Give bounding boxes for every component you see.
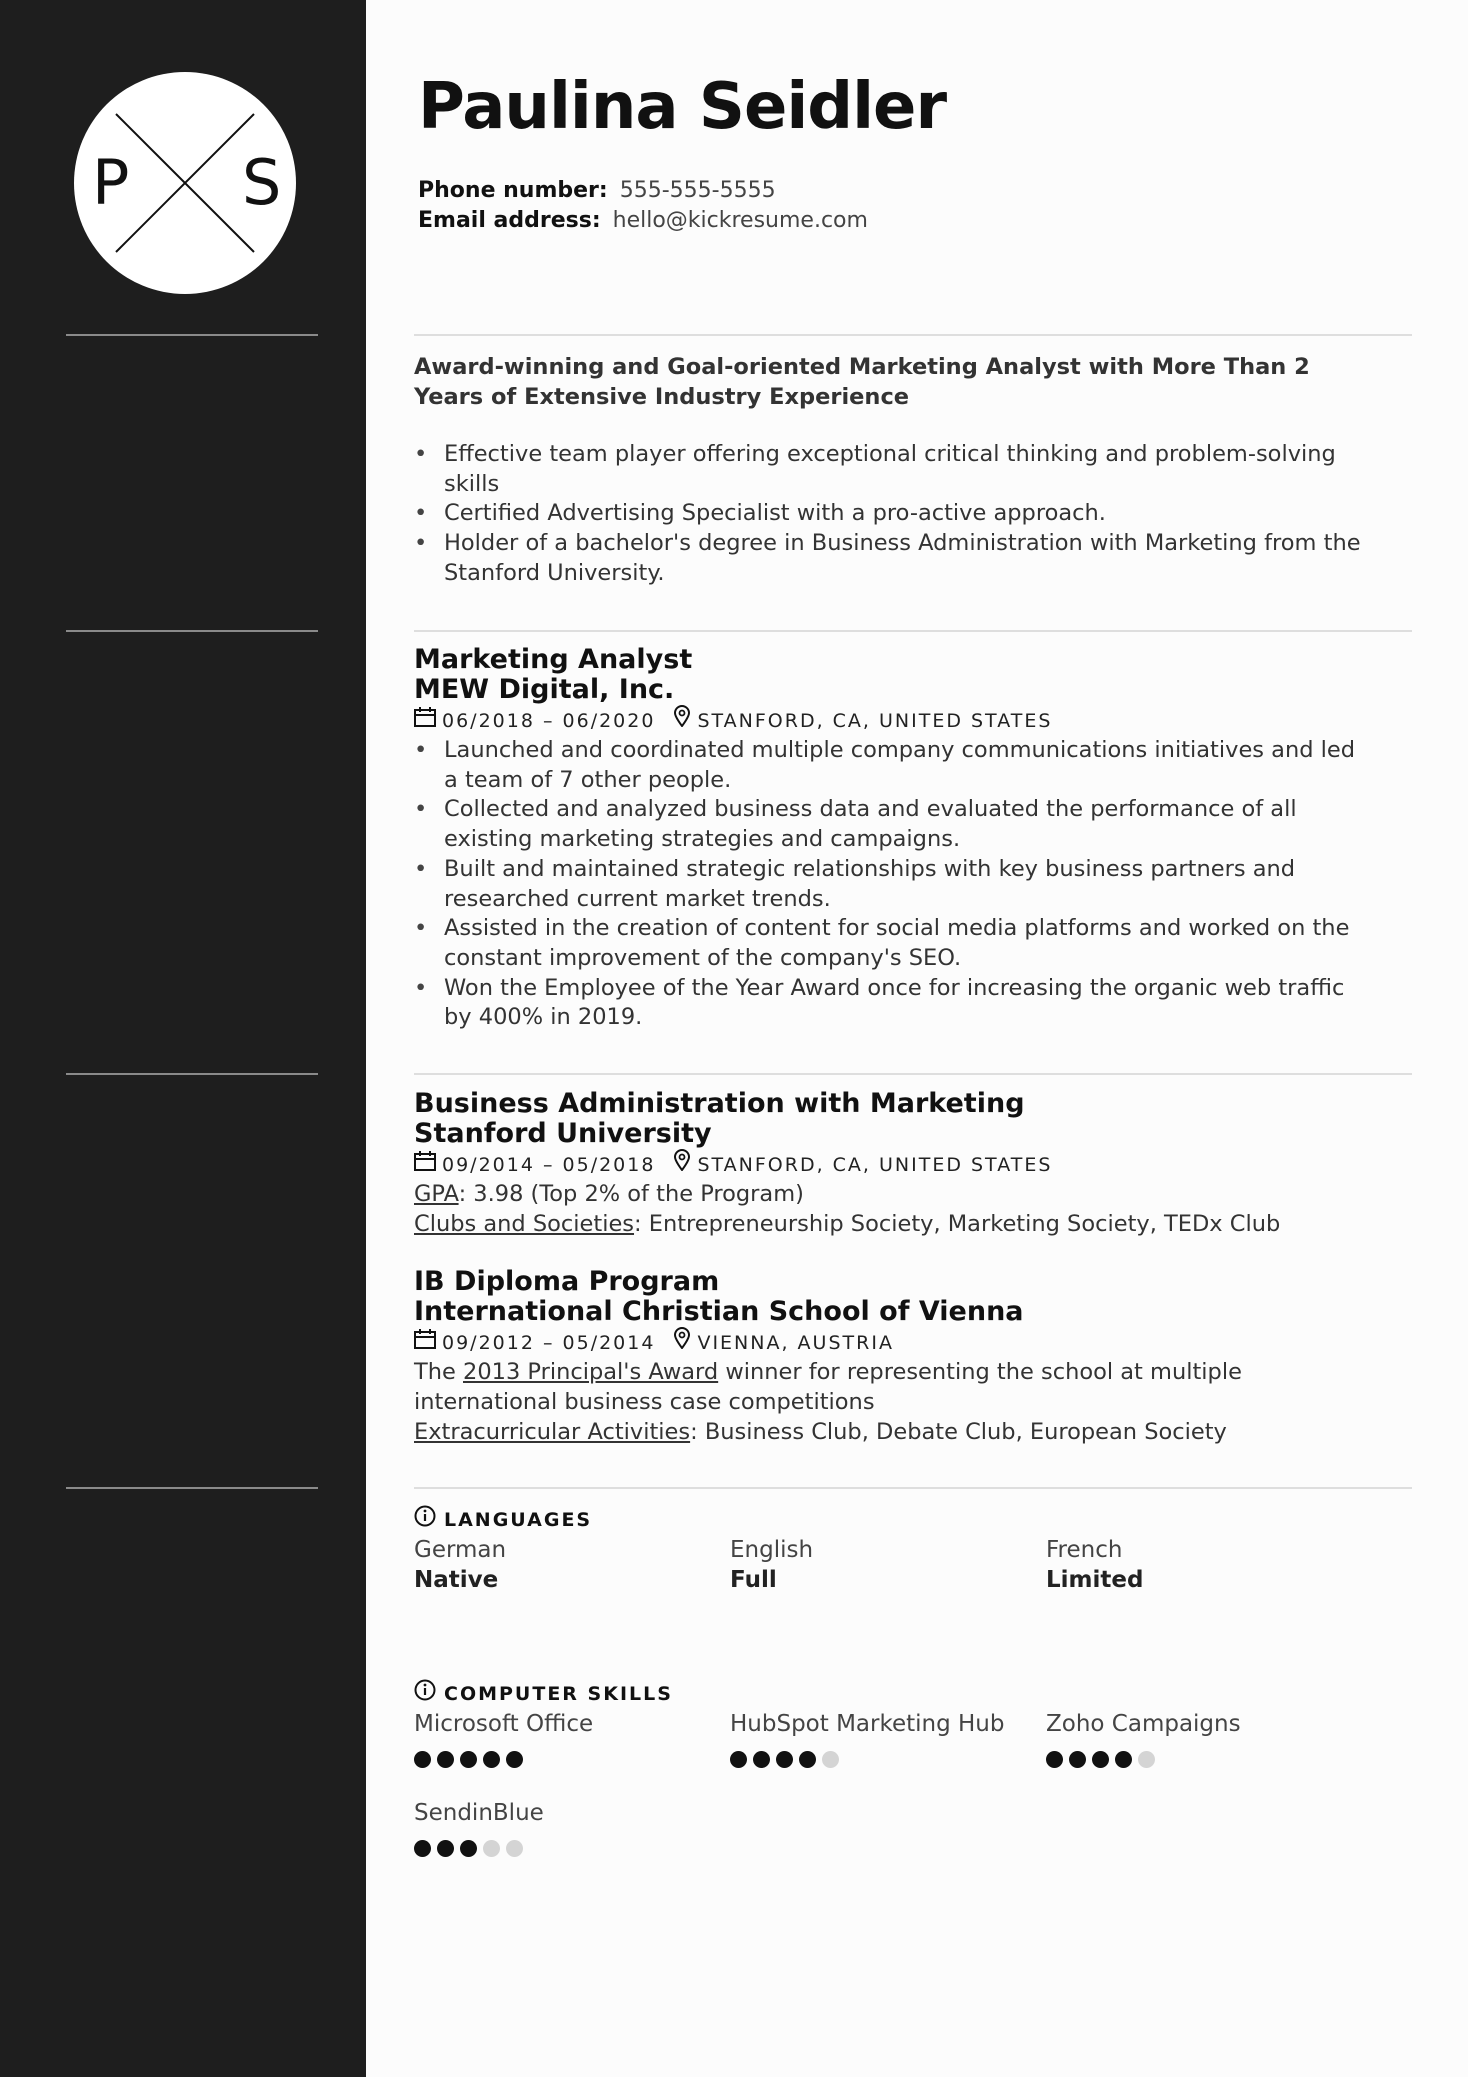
calendar-icon [414,1150,436,1180]
contact-info [418,176,868,236]
profile-intro: Award-winning and Goal-oriented Marketing Analyst with More Than 2 Years of Extensive Industry Experience [414,354,1310,410]
sidebar-divider [66,1073,318,1075]
computer-skills-grid [414,1709,1374,1889]
language-item [414,1535,714,1595]
language-level: Limited [1046,1567,1144,1593]
rating-dot-filled [460,1751,477,1768]
degree-title: IB Diploma Program [414,1266,720,1298]
rating-dot-empty [822,1751,839,1768]
extracurricular-value: : Business Club, Debate Club, European Society [690,1418,1227,1445]
award-pre: The [414,1359,463,1386]
rating-dot-empty [483,1840,500,1857]
computer-skill-item [730,1709,1030,1768]
rating-dot-filled [799,1751,816,1768]
calendar-icon [414,706,436,736]
list-item: • Effective team player offering exceptional critical thinking and problem-solving skills [414,440,1374,499]
education-dates: 09/2012 – 05/2014 [442,1331,656,1354]
award-post: winner for representing the school at multiple international business case competitions [414,1359,1242,1416]
education-entry [414,1267,1374,1447]
sidebar-divider [66,1487,318,1489]
rating-dot-empty [506,1840,523,1857]
job-location: STANFORD, CA, UNITED STATES [697,709,1053,732]
language-level: Native [414,1567,499,1593]
skill-rating [414,1840,714,1857]
rating-dot-filled [506,1751,523,1768]
rating-dot-filled [1046,1751,1063,1768]
rating-dot-filled [753,1751,770,1768]
skill-rating [414,1751,714,1768]
language-level: Full [730,1567,777,1593]
email-value: hello@kickresume.com [612,208,868,233]
sidebar-divider [66,334,318,336]
email-label: Email address: [418,208,601,233]
computer-skill-name: Zoho Campaigns [1046,1711,1241,1737]
rating-dot-filled [414,1840,431,1857]
phone-value: 555-555-5555 [619,178,776,203]
skill-rating [730,1751,1030,1768]
list-item: • Won the Employee of the Year Award once for increasing the organic web traffic by 400% in 2019. [414,974,1374,1033]
computer-skill-item [1046,1709,1346,1768]
computer-skills-title: COMPUTER SKILLS [444,1683,673,1705]
rating-dot-filled [483,1751,500,1768]
rating-dot-filled [460,1840,477,1857]
computer-skill-name: HubSpot Marketing Hub [730,1711,1005,1737]
languages-grid [414,1535,1374,1607]
rating-dot-filled [1115,1751,1132,1768]
phone-label: Phone number: [418,178,608,203]
clubs-label: Clubs and Societies [414,1210,635,1237]
gpa-value: : 3.98 (Top 2% of the Program) [458,1181,804,1207]
list-item: • Certified Advertising Specialist with a pro-active approach. [414,499,1374,529]
profile-section [414,352,1374,589]
education-dates: 09/2014 – 05/2018 [442,1153,656,1176]
section-divider [414,1073,1412,1075]
education-meta [414,1149,1374,1180]
clubs-value: : Entrepreneurship Society, Marketing Society, TEDx Club [634,1210,1281,1237]
monogram-initial-last: S [242,146,282,219]
language-name: English [730,1537,814,1563]
work-section [414,645,1374,1033]
rating-dot-filled [437,1840,454,1857]
work-bullets [414,736,1374,1033]
rating-dot-filled [414,1751,431,1768]
section-divider [414,630,1412,632]
clubs-line [414,1210,1374,1240]
language-item [1046,1535,1346,1595]
degree-title: Business Administration with Marketing [414,1088,1025,1119]
gpa-line [414,1180,1374,1210]
info-circle-icon [414,1505,436,1535]
calendar-icon [414,1328,436,1358]
job-title: Marketing Analyst [414,644,693,675]
skill-rating [1046,1751,1346,1768]
education-entry [414,1089,1374,1239]
languages-title: LANGUAGES [444,1509,593,1531]
monogram-logo [74,72,296,294]
extracurricular-label: Extracurricular Activities [414,1418,691,1445]
award-link: 2013 Principal's Award [463,1359,719,1386]
list-item: • Assisted in the creation of content for social media platforms and worked on the constant improvement of the company's SEO. [414,914,1374,973]
language-name: French [1046,1537,1123,1563]
location-pin-icon [673,705,691,736]
education-location: VIENNA, AUSTRIA [697,1331,894,1354]
language-item [730,1535,1030,1595]
job-dates: 06/2018 – 06/2020 [442,709,656,732]
languages-heading [414,1505,1374,1535]
school-name: Stanford University [414,1118,712,1149]
list-item: • Collected and analyzed business data and evaluated the performance of all existing marketing strategies and campaigns. [414,795,1374,854]
award-line [414,1358,1374,1417]
education-meta [414,1327,1374,1358]
rating-dot-filled [730,1751,747,1768]
computer-skill-item [414,1709,714,1768]
gpa-label: GPA [414,1181,459,1207]
education-location: STANFORD, CA, UNITED STATES [697,1153,1053,1176]
sidebar-divider [66,630,318,632]
list-item: • Launched and coordinated multiple company communications initiatives and led a team of 7 other people. [414,736,1374,795]
rating-dot-empty [1138,1751,1155,1768]
rating-dot-filled [776,1751,793,1768]
location-pin-icon [673,1327,691,1358]
info-circle-icon [414,1679,436,1709]
location-pin-icon [673,1149,691,1180]
job-meta [414,705,1374,736]
list-item: • Holder of a bachelor's degree in Business Administration with Marketing from the Stanford University. [414,529,1374,588]
company-name: MEW Digital, Inc. [414,674,675,705]
computer-skill-item [414,1798,714,1857]
computer-skills-heading [414,1679,1374,1709]
profile-bullets [414,440,1374,589]
rating-dot-filled [1069,1751,1086,1768]
sidebar [0,0,366,2077]
section-divider [414,1487,1412,1489]
section-divider [414,334,1412,336]
skills-section [414,1505,1374,1889]
education-section [414,1089,1374,1448]
monogram-initial-first: P [92,146,130,219]
rating-dot-filled [1092,1751,1109,1768]
candidate-name: Paulina Seidler [418,70,946,144]
rating-dot-filled [437,1751,454,1768]
language-name: German [414,1537,507,1563]
list-item: • Built and maintained strategic relationships with key business partners and researched current market trends. [414,855,1374,914]
computer-skill-name: Microsoft Office [414,1711,594,1737]
school-name: International Christian School of Vienna [414,1296,1024,1328]
computer-skill-name: SendinBlue [414,1800,544,1826]
extracurricular-line [414,1418,1374,1448]
